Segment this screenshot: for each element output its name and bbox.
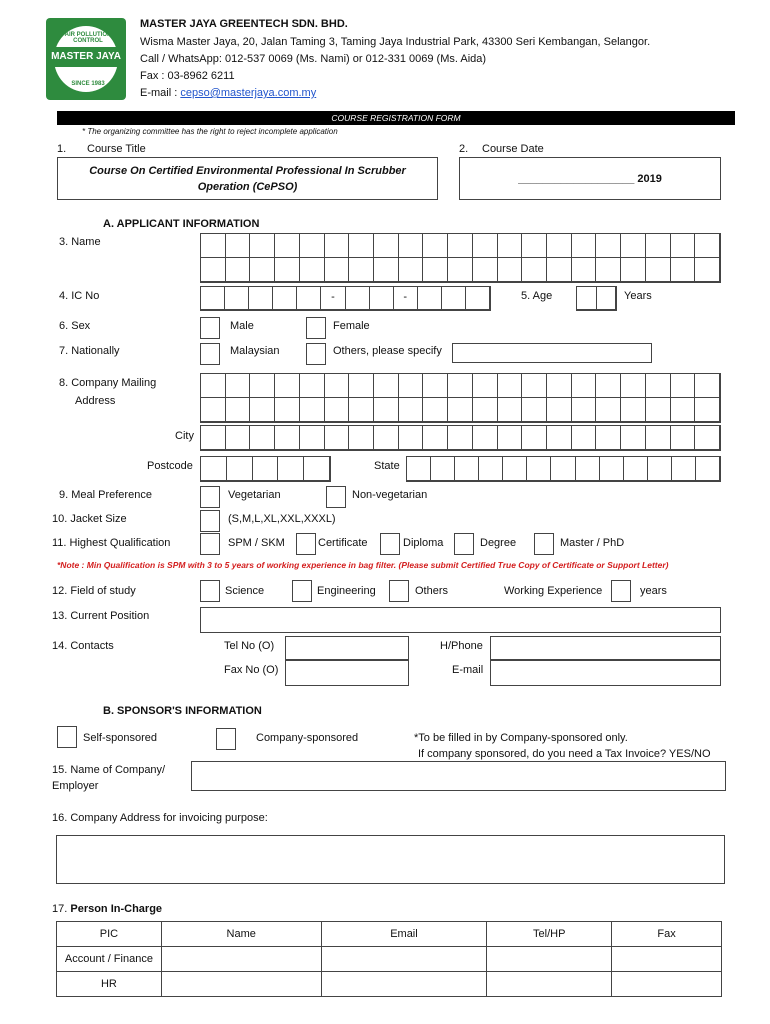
experience-years-field[interactable] <box>611 580 631 602</box>
sponsor-note: *To be filled in by Company-sponsored only. <box>414 732 628 744</box>
course-date-label: Course Date <box>482 143 544 155</box>
company-email-link[interactable]: cepso@masterjaya.com.my <box>180 87 317 99</box>
table-row <box>57 947 722 972</box>
course-title-value: Course On Certified Environmental Professional In Scrubber Operation (CePSO) <box>57 157 438 200</box>
spm-checkbox[interactable] <box>200 533 220 555</box>
age-label: 5. Age <box>521 290 553 302</box>
form-title: COURSE REGISTRATION FORM <box>57 111 735 125</box>
address-grid[interactable] <box>200 373 721 423</box>
company-logo: AIR POLLUTION CONTROL SINCE 1983 MASTER JAYA <box>46 18 126 100</box>
master-checkbox[interactable] <box>534 533 554 555</box>
pic-heading: 17. Person In-Charge <box>52 903 163 915</box>
city-label: City <box>175 430 194 442</box>
non-vegetarian-checkbox[interactable] <box>326 486 346 508</box>
postcode-grid[interactable] <box>200 456 331 482</box>
name-header: Name <box>161 922 321 947</box>
email-header: Email <box>321 922 487 947</box>
course-title-label: Course Title <box>87 143 146 155</box>
table-row <box>57 972 722 997</box>
state-grid[interactable] <box>406 456 721 482</box>
company-name-label: 15. Name of Company/ <box>52 764 166 776</box>
degree-checkbox[interactable] <box>454 533 474 555</box>
name-label: 3. Name <box>59 236 101 248</box>
others-nationality-checkbox[interactable] <box>306 343 326 365</box>
fax-header: Fax <box>612 922 722 947</box>
address-label: 8. Company Mailing <box>59 377 157 389</box>
certificate-checkbox[interactable] <box>296 533 316 555</box>
company-address: Wisma Master Jaya, 20, Jalan Taming 3, Taming Jaya Industrial Park, 43300 Seri Kembangan, Selangor. <box>140 36 651 48</box>
female-checkbox[interactable] <box>306 317 326 339</box>
company-name-field[interactable] <box>191 761 726 791</box>
tel-header: Tel/HP <box>487 922 612 947</box>
table-cell[interactable] <box>612 972 722 997</box>
section-b-heading: B. SPONSOR'S INFORMATION <box>103 705 262 717</box>
qualification-label: 11. Highest Qualification <box>52 537 171 549</box>
company-address-field[interactable] <box>56 835 725 884</box>
diploma-checkbox[interactable] <box>380 533 400 555</box>
course-date-field[interactable]: ___________________ 2019 <box>459 157 721 200</box>
table-cell[interactable] <box>487 972 612 997</box>
table-cell[interactable] <box>487 947 612 972</box>
table-cell[interactable] <box>612 947 722 972</box>
jacket-size-field[interactable] <box>200 510 220 532</box>
hphone-field[interactable] <box>490 636 721 660</box>
field-label: 12. Field of study <box>52 585 136 597</box>
name-grid[interactable] <box>200 233 721 283</box>
sex-label: 6. Sex <box>59 320 91 332</box>
qualification-note: *Note : Min Qualification is SPM with 3 to 5 years of working experience in bag filter. (Please submit Certified True Copy of Certificate or Support Letter) <box>57 560 669 570</box>
table-cell[interactable] <box>161 972 321 997</box>
section-a-heading: A. APPLICANT INFORMATION <box>103 218 260 230</box>
city-grid[interactable] <box>200 425 721 451</box>
company-sponsored-checkbox[interactable] <box>216 728 236 750</box>
row-label: HR <box>57 972 162 997</box>
others-field-checkbox[interactable] <box>389 580 409 602</box>
table-cell[interactable] <box>321 947 487 972</box>
science-checkbox[interactable] <box>200 580 220 602</box>
meal-label: 9. Meal Preference <box>59 489 152 501</box>
nationality-specify-field[interactable] <box>452 343 652 363</box>
email-field[interactable] <box>490 660 721 686</box>
company-fax: Fax : 03-8962 6211 <box>140 70 235 82</box>
tel-field[interactable] <box>285 636 409 660</box>
form-note: * The organizing committee has the right to reject incomplete application <box>82 127 338 136</box>
position-field[interactable] <box>200 607 721 633</box>
male-checkbox[interactable] <box>200 317 220 339</box>
position-label: 13. Current Position <box>52 610 150 622</box>
vegetarian-checkbox[interactable] <box>200 486 220 508</box>
company-call: Call / WhatsApp: 012-537 0069 (Ms. Nami) or 012-331 0069 (Ms. Aida) <box>140 53 487 65</box>
nationality-label: 7. Nationally <box>59 345 120 357</box>
table-cell[interactable] <box>321 972 487 997</box>
table-cell[interactable] <box>161 947 321 972</box>
tax-invoice-question: If company sponsored, do you need a Tax Invoice? YES/NO <box>418 748 711 760</box>
company-name: MASTER JAYA GREENTECH SDN. BHD. <box>140 18 348 30</box>
row-label: Account / Finance <box>57 947 162 972</box>
state-label: State <box>374 460 400 472</box>
self-sponsored-checkbox[interactable] <box>57 726 77 748</box>
age-grid[interactable] <box>576 286 617 311</box>
logo-text: MASTER JAYA <box>46 47 126 67</box>
ic-grid[interactable]: - - <box>200 286 491 311</box>
table-row <box>57 922 722 947</box>
pic-header: PIC <box>57 922 162 947</box>
fax-field[interactable] <box>285 660 409 686</box>
ic-label: 4. IC No <box>59 290 100 302</box>
postcode-label: Postcode <box>147 460 193 472</box>
pic-table <box>56 921 722 997</box>
company-email-line: E-mail : cepso@masterjaya.com.my <box>140 87 317 99</box>
contacts-label: 14. Contacts <box>52 640 114 652</box>
company-address-label: 16. Company Address for invoicing purpose: <box>52 812 268 824</box>
jacket-label: 10. Jacket Size <box>52 513 127 525</box>
malaysian-checkbox[interactable] <box>200 343 220 365</box>
engineering-checkbox[interactable] <box>292 580 312 602</box>
